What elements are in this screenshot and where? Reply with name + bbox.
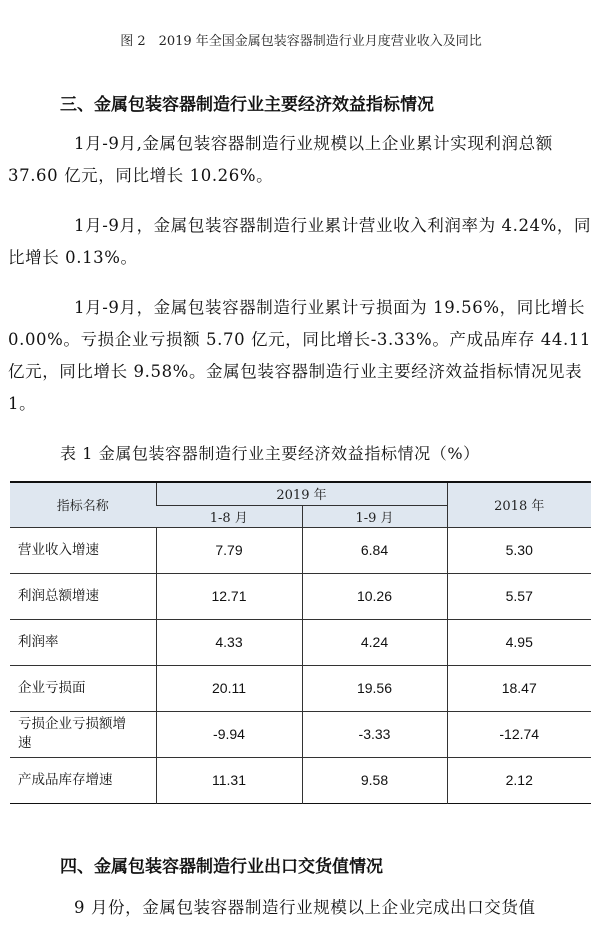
row-name: 利润总额增速 [10, 573, 156, 619]
cell-jan-sep: 6.84 [302, 527, 447, 573]
cell-2018: 5.57 [447, 573, 591, 619]
header-2019: 2019 年 [156, 482, 447, 505]
row-name: 利润率 [10, 619, 156, 665]
cell-jan-aug: -9.94 [156, 711, 302, 757]
indicators-table [10, 481, 591, 804]
cell-2018: 18.47 [447, 665, 591, 711]
section-3-heading: 三、金属包装容器制造行业主要经济效益指标情况 [60, 95, 434, 115]
cell-jan-aug: 20.11 [156, 665, 302, 711]
table-row [10, 619, 591, 665]
paragraph-export-value: 9 月份，金属包装容器制造行业规模以上企业完成出口交货值 [74, 898, 536, 917]
section-4-heading: 四、金属包装容器制造行业出口交货值情况 [60, 857, 383, 877]
cell-jan-aug: 7.79 [156, 527, 302, 573]
paragraph-loss-inventory: 1月-9月，金属包装容器制造行业累计亏损面为 19.56%，同比增长 0.00%。亏损企业亏损额 5.70 亿元，同比增长-3.33%。产成品库存 44.11 亿元，同比增长 9.58%。金属包装容器制造行业主要经济效益指标情况见表 1。 [8, 298, 592, 413]
header-indicator-name: 指标名称 [10, 482, 156, 527]
cell-2018: 4.95 [447, 619, 591, 665]
table-row [10, 573, 591, 619]
table-row [10, 711, 591, 757]
cell-jan-aug: 4.33 [156, 619, 302, 665]
row-name: 产成品库存增速 [10, 757, 156, 803]
header-2018: 2018 年 [447, 482, 591, 527]
figure-caption: 图 2 2019 年全国金属包装容器制造行业月度营业收入及同比 [120, 34, 482, 49]
cell-jan-sep: 4.24 [302, 619, 447, 665]
cell-2018: 2.12 [447, 757, 591, 803]
cell-jan-sep: 9.58 [302, 757, 447, 803]
cell-jan-aug: 12.71 [156, 573, 302, 619]
paragraph-profit-margin: 1月-9月，金属包装容器制造行业累计营业收入利润率为 4.24%，同比增长 0.13%。 [8, 216, 592, 267]
table-caption: 表 1 金属包装容器制造行业主要经济效益指标情况（%） [60, 444, 480, 463]
row-name: 亏损企业亏损额增速 [10, 711, 156, 757]
table-row [10, 527, 591, 573]
header-jan-sep: 1-9 月 [302, 505, 447, 527]
cell-jan-sep: -3.33 [302, 711, 447, 757]
row-name: 营业收入增速 [10, 527, 156, 573]
table-row [10, 665, 591, 711]
cell-jan-sep: 19.56 [302, 665, 447, 711]
cell-2018: 5.30 [447, 527, 591, 573]
cell-jan-aug: 11.31 [156, 757, 302, 803]
cell-jan-sep: 10.26 [302, 573, 447, 619]
cell-2018: -12.74 [447, 711, 591, 757]
paragraph-profit-total: 1月-9月,金属包装容器制造行业规模以上企业累计实现利润总额 37.60 亿元，同比增长 10.26%。 [8, 134, 553, 185]
row-name: 企业亏损面 [10, 665, 156, 711]
header-jan-aug: 1-8 月 [156, 505, 302, 527]
table-row [10, 757, 591, 803]
